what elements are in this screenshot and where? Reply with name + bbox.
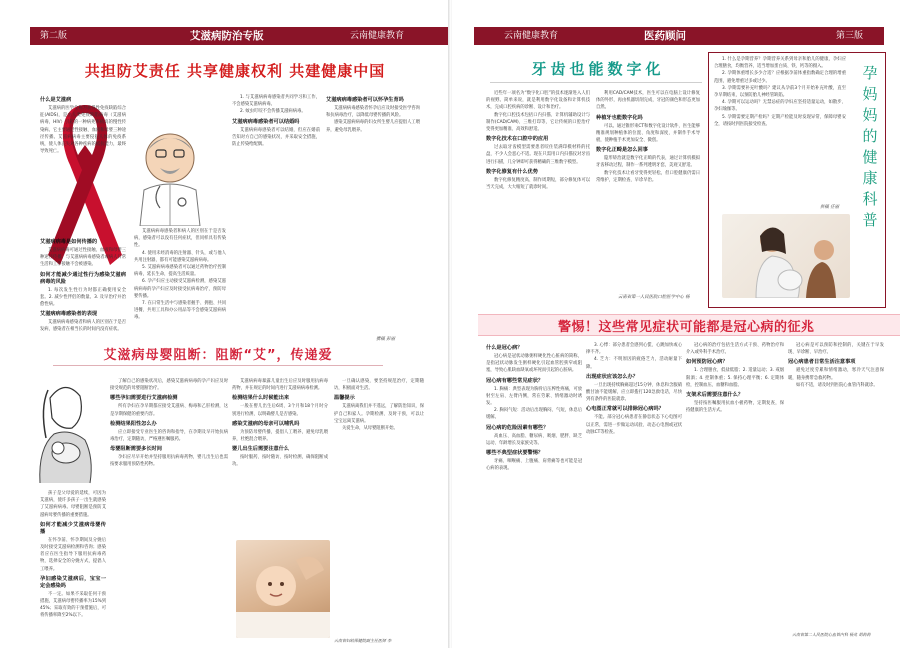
- tooth-author: 云南省第一人民医院口腔医学中心 杨: [618, 295, 690, 300]
- article-paragraph: 数字化口腔技术包括口内扫描、计算机辅助设计与制作(CAD/CAM)、三维打印等，它让传统的口腔治疗变得更加精准、高效和舒适。: [486, 112, 590, 133]
- col3-author: 撰稿 彭丽: [376, 337, 395, 342]
- article-paragraph: 7. 在日常生活中与感染者握手、拥抱、共同进餐、共用工具和办公用品等不会感染艾滋病病毒。: [134, 301, 226, 321]
- article-heading: 艾滋病病毒感染者可以结婚吗: [232, 118, 300, 125]
- slogan-banner: 共担防艾责任 共享健康权利 共建健康中国: [84, 62, 386, 80]
- article-paragraph: 高血压、高血脂、糖尿病、吸烟、肥胖、缺乏运动、年龄增长及家族史等。: [486, 433, 582, 446]
- mother-baby-sketch-icon: [30, 378, 100, 488]
- left-header-bar: [30, 27, 450, 45]
- article-paragraph: 艾滋病离我们并不遥远，了解防治知识，保护自己和家人。孕期检测、及时干预，可以让宝宝远离艾滋病。: [334, 404, 424, 424]
- article-paragraph: 孩子是父母爱的延续，可因为艾滋病，使许多孩子一出生就感染了艾滋病病毒。母婴阻断是预防艾滋病母婴传播的重要措施。: [40, 491, 106, 518]
- left-section-title: 艾滋病防治专版: [190, 30, 264, 42]
- article-paragraph: 2. 孕期体重增长多少合适？应根据孕前体重指数确定合理的增重范围，避免增重过多或过少。: [714, 71, 846, 84]
- article-heading: 艾滋病病毒感染者的表现: [40, 311, 98, 318]
- article-paragraph: 艾滋病病毒感染者和病人的区别在于是否发病，感染者可以没有任何症状，但同样具有传染性。: [134, 229, 226, 249]
- article-heading: 婴儿出生后需要注意什么: [232, 446, 290, 453]
- article-paragraph: 艾滋病病毒感染者和病人的区别在于是否发病，感染者在相当长的时间内没有症状。: [40, 320, 126, 333]
- article-paragraph: 过去取牙齿模型需要患者咬住装满印模材料的托盘，不少人会恶心不适。现在只需用口内扫描仪对牙齿进行扫描，几分钟即可获得精确的三维数字模型。: [486, 145, 590, 165]
- heart-column-1: [486, 342, 582, 642]
- article-column-3: [326, 94, 420, 332]
- article-column-2: [134, 228, 226, 344]
- article-paragraph: 1. 与艾滋病病毒感染者共同学习和工作，不会感染艾滋病病毒。: [232, 95, 320, 108]
- article-paragraph: 所有孕妇在孕早期都应接受艾滋病、梅毒和乙肝检测，这是孕期保健的重要内容。: [110, 404, 228, 417]
- article-paragraph: 4. 乏力：不明原因的疲倦乏力，活动耐量下降。: [586, 357, 682, 370]
- heart-column-3: [686, 342, 784, 642]
- vertical-title-char: 孕: [862, 64, 878, 82]
- baby-photo-illustration: [236, 540, 330, 638]
- article-heading: 心电图正常就可以排除冠心病吗？: [586, 406, 664, 413]
- article-paragraph: 艾滋病的医学全称为获得性免疫缺陷综合征(AIDS)，是由人类免疫缺陷病毒（艾滋病病毒，HIV）引起的一种病死率极高的慢性传染病。它主要通过性接触、血液和母婴三种途径传播。艾滋病病毒主要侵犯人体的免疫系统，使人体丧失对各种疾病的抵抗能力，最终导致死亡。: [40, 106, 126, 155]
- left-page-label: 第二版: [40, 31, 68, 41]
- article-column-1-lower: [40, 236, 126, 344]
- tooth-column-2: [596, 90, 700, 298]
- article-heading: 检测结果什么时候能出来: [232, 395, 290, 402]
- vertical-title-char: 健: [862, 148, 878, 166]
- article-paragraph: 一旦确认感染，要坚持规范治疗，定期随访，积极面对生活。: [334, 379, 424, 392]
- article-paragraph: 如有不适，请及时到医院心血管内科就诊。: [796, 382, 878, 388]
- right-section-title: 医药顾问: [644, 30, 686, 42]
- article-paragraph: 一旦出现持续胸痛超过15分钟、休息和含服硝酸甘油不能缓解，应立即拨打120急救电话，尽快到有条件的医院就诊。: [586, 382, 682, 403]
- article-heading: 检测结果阳性怎么办: [110, 420, 157, 427]
- article-paragraph: 5. 孕期需要定期产检吗？定期产检能及时发现异常，保障母婴安全，请按时到医院接受检查。: [714, 114, 846, 127]
- article-paragraph: 数字化技术让看牙变得更轻松，但口腔健康仍需日常维护，定期检查、早诊早治。: [596, 170, 700, 183]
- article-paragraph: 利用CAD/CAM技术，医生可以在电脑上设计修复体的外形，再由机器切削完成，牙冠的颜色和形态更加自然。: [596, 91, 700, 111]
- article-paragraph: 近些年一项名为“数字化口腔”的技术逐渐进入人们的视野。简单来说，就是利用数字化设备和计算机技术，完成口腔疾病的诊断、设计和治疗。: [486, 91, 590, 111]
- article-paragraph: 隐形矫治就是数字化正畸的代表，通过计算机模拟牙齿移动过程，制作一系列透明牙套，美观又舒适。: [596, 156, 700, 169]
- pregnant-woman-illustration: [722, 214, 850, 298]
- article-heading: 冠心病有哪些常见症状？: [486, 377, 544, 384]
- article-paragraph: 坚持按医嘱服用抗血小板药物，定期复查，保持健康的生活方式。: [686, 401, 784, 414]
- article-heading: 孕妇感染艾滋病后，宝宝一定会感染吗: [40, 575, 106, 589]
- article-paragraph: 不能。部分冠心病患者在静息状态下心电图可以正常，需进一步做运动试验、动态心电图或冠状动脉CT等检查。: [586, 415, 682, 435]
- vertical-title-char: 妈: [862, 106, 878, 124]
- article-heading: 如何才能减少艾滋病母婴传播: [40, 521, 106, 535]
- section2-author: 云南省妇幼保健院副主任医师 李: [334, 638, 392, 643]
- article-paragraph: 5. 艾滋病病毒感染者可以通过药物治疗控制病毒，延长生命，提高生活质量。: [134, 265, 226, 278]
- article-paragraph: 2. 蚊虫叮咬不会传播艾滋病病毒。: [240, 109, 306, 115]
- article-paragraph: 4. 孕期可以运动吗？无禁忌症的孕妇应坚持适量运动，如散步、孕妇瑜伽等。: [714, 100, 846, 113]
- right-header-bar: [474, 27, 884, 45]
- article-heading: 什么是冠心病？: [486, 345, 523, 351]
- article-paragraph: 按时服药、按时随访、按时检测，确保阻断成功。: [232, 455, 328, 468]
- article-paragraph: 艾滋病病毒感染者可以结婚，但应在婚前告知对方自己的感染状况，并采取安全措施，防止传染给配偶。: [232, 127, 320, 148]
- article-paragraph: 为预防母婴传播，提倡人工喂养，避免母乳喂养，杜绝混合喂养。: [232, 429, 328, 443]
- doctor-cartoon-icon: [130, 128, 210, 226]
- pregnancy-column: [714, 56, 846, 206]
- right-paper-name: 云南健康教育: [504, 31, 559, 41]
- article-paragraph: 1. 胸痛：典型表现为胸骨后压榨性疼痛，可放射至左肩、左臂内侧，常在劳累、情绪激动时诱发。: [486, 386, 582, 407]
- article-heading: 哪些孕妇需要进行艾滋病检测: [110, 395, 178, 402]
- section2-banner: 艾滋病母婴阻断：阻断“艾”，传递爱: [53, 346, 383, 366]
- article-paragraph: 4. 使用未经消毒的注射器、针头，或与他人共用注射器，都有可能感染艾滋病病毒。: [134, 250, 226, 263]
- article-paragraph: 2. 胸闷气短：活动后出现胸闷、气短，休息后缓解。: [486, 408, 582, 421]
- article-paragraph: 冠心病的治疗包括生活方式干预、药物治疗和介入或外科手术治疗。: [686, 343, 784, 356]
- article-heading: 出现症状应该怎么办？: [586, 373, 638, 380]
- article-heading: 艾滋病病毒是如何传播的: [40, 239, 98, 245]
- article-heading: 冠心病的危险因素有哪些？: [486, 424, 549, 431]
- column-1-content: [40, 97, 126, 155]
- article-paragraph: 6. 孕产妇应主动接受艾滋病检测，感染艾滋病病毒的孕产妇应及时接受抗病毒治疗，预防母婴传播。: [134, 279, 226, 299]
- article-paragraph: 3. 孕期需要补充叶酸吗？建议从孕前3个月开始补充叶酸，直至孕早期结束，以预防胎儿神经管缺陷。: [714, 85, 846, 99]
- article-paragraph: 冠心病是可以预防和控制的，关键在于早发现、早诊断、早治疗。: [788, 343, 884, 356]
- article-paragraph: 一般在婴儿出生后6周、3个月和18个月时分别进行检测，以明确婴儿是否感染。: [232, 404, 328, 417]
- article-paragraph: 艾滋病病毒暴露儿童出生后应及时服用抗病毒药物，并在规定的时间内进行艾滋病病毒检测。: [232, 379, 328, 392]
- article-paragraph: 在怀孕前、怀孕期间及分娩后及时接受艾滋病检测和咨询；感染者应在医生指导下服用抗病毒药物，选择安全的分娩方式，提倡人工喂养。: [40, 537, 106, 572]
- article-paragraph: 关爱生命，从母婴阻断开始。: [342, 426, 398, 432]
- article-paragraph: 了解自己的感染状况后，感染艾滋病病毒的孕产妇应及时接受规范的母婴阻断治疗。: [110, 379, 228, 392]
- article-heading: 哪些不典型症状要警惕？: [486, 450, 544, 457]
- article-heading: 如何才能减少通过性行为感染艾滋病病毒的风险: [40, 271, 126, 285]
- article-heading: 数字化修复有什么优势: [486, 168, 538, 175]
- pregnancy-author: 供稿 任丽: [820, 205, 839, 210]
- article-paragraph: 牙痛、咽喉痛、上腹痛、肩背痛等也可能是冠心病的表现。: [486, 459, 582, 472]
- pregnant-woman-photo: [722, 214, 850, 298]
- vertical-title-char: 妈: [862, 85, 878, 103]
- article-heading: 数字化技术在口腔中的应用: [486, 136, 549, 143]
- tooth-column-1: [486, 90, 590, 300]
- article-paragraph: 1. 合理膳食，低盐低脂；2. 适量运动；3. 戒烟限酒；4. 控制体重；5. 保持心理平衡；6. 定期体检，控制血压、血糖和血脂。: [686, 368, 784, 388]
- article-paragraph: 艾滋病病毒感染者怀孕后应及时接受医学咨询和抗病毒治疗，以降低母婴传播的风险。: [326, 106, 420, 119]
- heart-column-2: [586, 342, 682, 642]
- article-paragraph: 避免过度劳累和情绪激动，寒冷天气注意保暖，随身携带急救药物。: [788, 368, 884, 381]
- right-page-label: 第三版: [836, 31, 864, 41]
- article-heading: 支架术后需要注意什么？: [686, 392, 744, 399]
- article-heading: 艾滋病病毒感染者可以怀孕生育吗: [326, 97, 404, 103]
- article-heading: 如何预防冠心病？: [686, 359, 728, 366]
- baby-photo: [236, 540, 330, 638]
- vertical-title-char: 科: [862, 190, 878, 208]
- left-paper-name: 云南健康教育: [350, 31, 405, 41]
- tooth-article-title: 牙齿也能数字化: [531, 60, 665, 78]
- article-heading: 冠心病患者日常生活注意事项: [788, 359, 856, 366]
- heart-column-4: [788, 342, 884, 632]
- article-paragraph: 1. 每次发生性行为时都正确使用安全套。2. 减少性伴侣的数量。3. 及早治疗并治愈性病。: [40, 287, 126, 308]
- article-paragraph: 冠心病是冠状动脉粥样硬化性心脏病的简称，是指冠状动脉发生粥样硬化引起血管腔狭窄或阻塞，导致心肌缺血缺氧或坏死而引起的心脏病。: [486, 354, 582, 374]
- vertical-title-char: 康: [862, 169, 878, 187]
- article-heading: 数字化正畸是怎么回事: [596, 147, 648, 154]
- article-heading: 什么是艾滋病: [40, 97, 72, 103]
- title-rule: [490, 82, 702, 83]
- article-paragraph: 3. 心悸：部分患者会感到心慌、心跳加快或心律不齐。: [586, 343, 682, 356]
- heart-author: 云南省第二人民医院心血管内科 杨兆 胡莉莉: [792, 632, 871, 637]
- warning-banner: [478, 314, 900, 336]
- warning-title: 警惕！这些常见症状可能都是冠心病的征兆: [558, 320, 815, 335]
- article-heading: 感染艾滋病的母亲可以哺乳吗: [232, 420, 300, 427]
- article-paragraph: 孕妇应尽早开始并坚持服用抗病毒药物，婴儿出生后也需按要求服用预防性药物。: [110, 455, 228, 468]
- article-paragraph: 1. 什么是孕期营养？孕期营养关系到母亲和胎儿的健康，孕妇应合理膳食，均衡营养，适当增加蛋白质、铁、钙等的摄入。: [714, 57, 846, 70]
- article-heading: 母婴阻断需要多长时间: [110, 446, 162, 453]
- article-heading: 种植牙也能数字化吗: [596, 114, 643, 121]
- article-paragraph: 应立即接受专业医生的咨询和指导，在孕期及早开始抗病毒治疗，定期随访，严格遵医嘱服药。: [110, 429, 228, 443]
- article-paragraph: 艾滋病病毒可通过性接触、血液和母婴三种途径传播。与艾滋病病毒感染者或病人日常生活和工作接触不会被感染。: [40, 248, 126, 268]
- section2-column-2: [110, 378, 228, 642]
- article-paragraph: 可以。通过锥形束CT和数字化设计软件，医生能够精准规划种植体的位置、角度和深度，并制作手术导板，使种植手术更加安全、微创。: [596, 123, 700, 144]
- section2-column-4: [334, 378, 424, 638]
- vertical-title-char: 的: [862, 127, 878, 145]
- article-paragraph: 数字化修复精度高、制作周期短，部分修复体可以当天完成，大大缩短了就诊时间。: [486, 177, 590, 191]
- article-paragraph: 感染艾滋病病毒的妇女所生婴儿应提倡人工喂养，避免母乳喂养。: [326, 120, 420, 133]
- section2-column-1: [40, 490, 106, 640]
- article-paragraph: 不一定。如果不采取任何干预措施，艾滋病母婴传播率为15%到45%；采取有效的干预措施后，可将传播率降至2%以下。: [40, 591, 106, 619]
- vertical-title: [859, 63, 881, 231]
- article-column-3a: [232, 94, 320, 342]
- section2-column-3: [232, 378, 328, 532]
- article-heading: 温馨提示: [334, 395, 355, 402]
- vertical-title-char: 普: [862, 211, 878, 229]
